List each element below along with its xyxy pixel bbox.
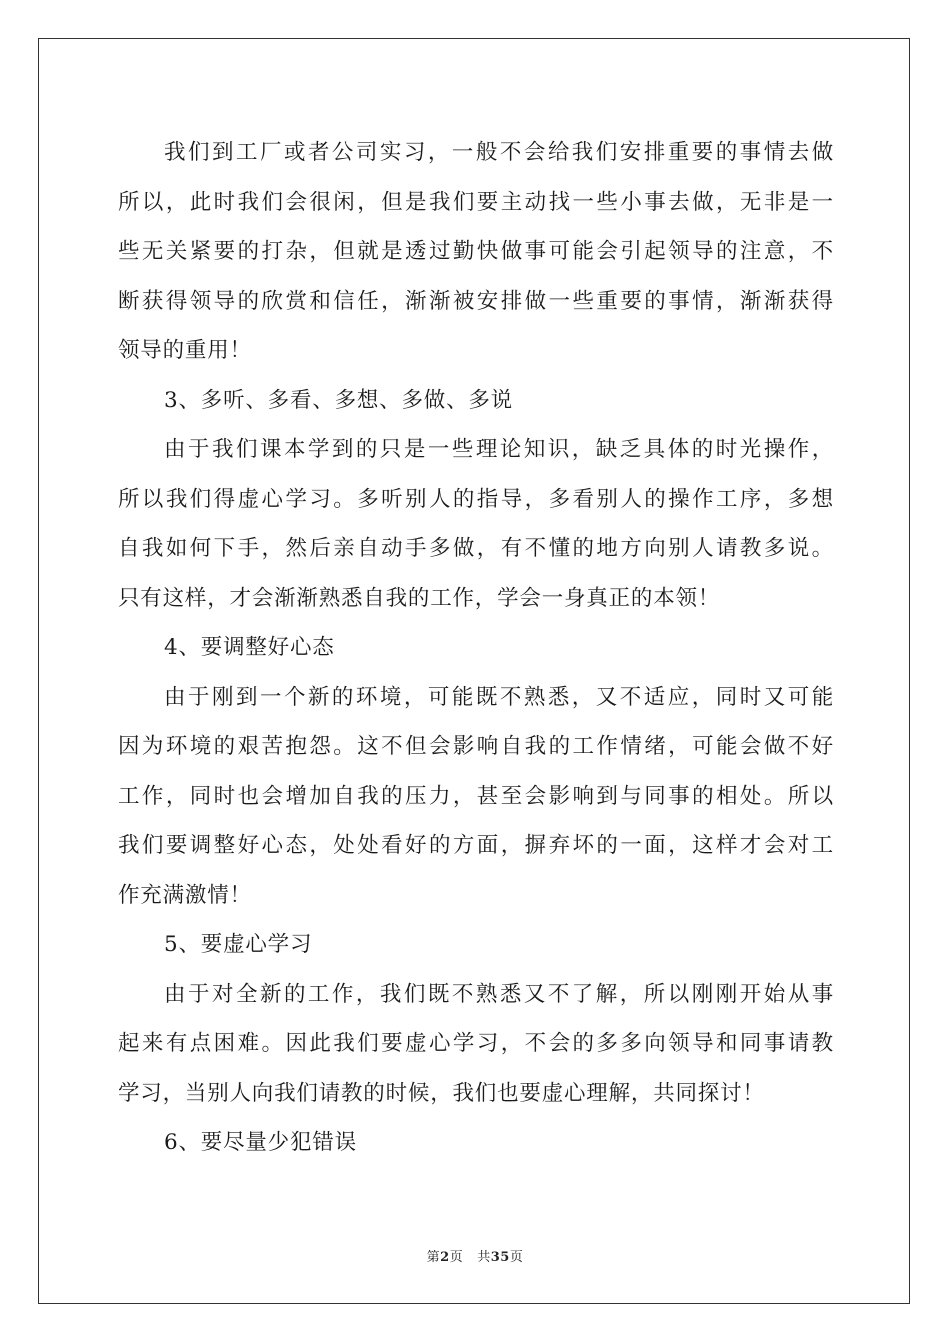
page-prefix: 第: [426, 1250, 441, 1265]
total-prefix: 共: [477, 1250, 491, 1265]
paragraph-line: 由于对全新的工作，我们既不熟悉又不了解，所以刚刚开始从事: [164, 981, 834, 1007]
page-footer: [0, 1246, 950, 1265]
page-suffix: 页: [449, 1250, 464, 1265]
paragraph-line: 工作，同时也会增加自我的压力，甚至会影响到与同事的相处。所以: [118, 783, 834, 809]
paragraph-line: 由于刚到一个新的环境，可能既不熟悉，又不适应，同时又可能: [164, 684, 834, 710]
page-number: 2: [440, 1250, 450, 1265]
paragraph-line: 由于我们课本学到的只是一些理论知识，缺乏具体的时光操作，: [164, 437, 834, 462]
paragraph-line: 只有这样，才会渐渐熟悉自我的工作，学会一身真正的本领！: [118, 585, 721, 611]
total-pages: 35: [490, 1250, 510, 1265]
section-heading: 5、要虚心学习: [164, 932, 313, 957]
paragraph-line: 断获得领导的欣赏和信任，渐渐被安排做一些重要的事情，渐渐获得: [118, 288, 834, 314]
paragraph-line: 所以，此时我们会很闲，但是我们要主动找一些小事去做，无非是一: [118, 189, 834, 215]
paragraph-line: 自我如何下手，然后亲自动手多做，有不懂的地方向别人请教多说。: [118, 536, 834, 561]
section-heading: 6、要尽量少犯错误: [164, 1130, 357, 1155]
total-suffix: 页: [509, 1250, 524, 1265]
paragraph-line: 我们要调整好心态，处处看好的方面，摒弃坏的一面，这样才会对工: [118, 833, 834, 858]
paragraph-line: 学习，当别人向我们请教的时候，我们也要虚心理解，共同探讨！: [118, 1080, 765, 1106]
section-heading: 3、多听、多看、多想、多做、多说: [164, 387, 513, 413]
paragraph-line: 领导的重用！: [118, 338, 252, 363]
paragraph-line: 因为环境的艰苦抱怨。这不但会影响自我的工作情绪，可能会做不好: [118, 734, 834, 759]
paragraph-line: 些无关紧要的打杂，但就是透过勤快做事可能会引起领导的注意，不: [118, 239, 834, 264]
paragraph-line: 我们到工厂或者公司实习，一般不会给我们安排重要的事情去做: [164, 140, 834, 165]
paragraph-line: 起来有点困难。因此我们要虚心学习，不会的多多向领导和同事请教: [118, 1031, 834, 1056]
paragraph-line: 所以我们得虚心学习。多听别人的指导，多看别人的操作工序，多想: [118, 486, 834, 512]
section-heading: 4、要调整好心态: [164, 635, 335, 660]
paragraph-line: 作充满激情！: [118, 882, 252, 908]
document-body: [118, 128, 834, 1168]
